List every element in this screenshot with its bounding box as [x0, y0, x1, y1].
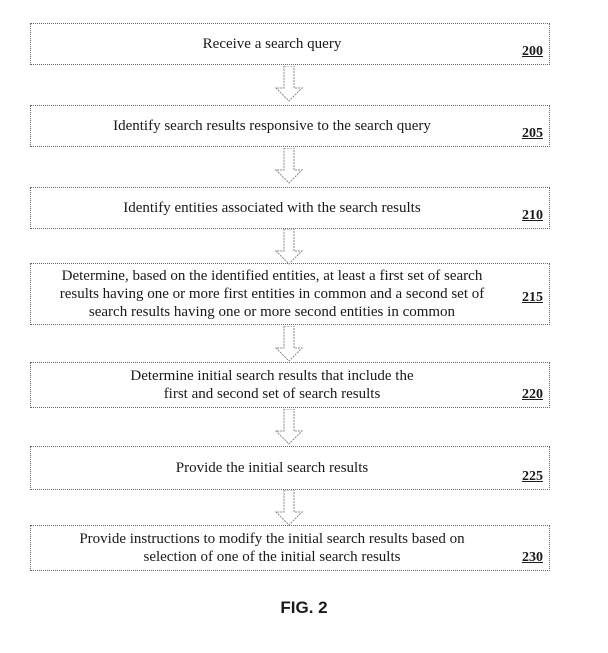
step-text-200	[31, 24, 513, 64]
step-text-210	[31, 188, 513, 228]
step-box-210	[30, 187, 550, 229]
step-number-225: 225	[522, 469, 543, 484]
arrow-down-icon	[274, 66, 304, 102]
step-line: Provide instructions to modify the initial search results based on	[79, 531, 465, 547]
step-line: first and second set of search results	[163, 386, 381, 402]
step-text-230	[31, 526, 513, 570]
step-text-225	[31, 447, 513, 489]
step-text-205	[31, 106, 513, 146]
step-text-215	[31, 264, 513, 324]
step-line: Identify search results responsive to the search query	[113, 118, 431, 134]
arrow-down-icon	[274, 490, 304, 526]
arrow-down-icon	[274, 326, 304, 362]
step-box-230	[30, 525, 550, 571]
step-box-215	[30, 263, 550, 325]
step-box-225	[30, 446, 550, 490]
step-line: Receive a search query	[202, 36, 342, 52]
step-line: Identify entities associated with the search results	[123, 200, 421, 216]
step-number-210: 210	[522, 208, 543, 223]
step-text-220	[31, 363, 513, 407]
step-number-230: 230	[522, 550, 543, 565]
step-number-220: 220	[522, 387, 543, 402]
step-number-205: 205	[522, 126, 543, 141]
step-line: Provide the initial search results	[175, 460, 369, 476]
arrow-down-icon	[274, 229, 304, 265]
step-box-220	[30, 362, 550, 408]
figure-label: FIG. 2	[280, 598, 328, 617]
step-line: search results having one or more second entities in common	[88, 304, 456, 320]
step-number-200: 200	[522, 44, 543, 59]
step-box-205	[30, 105, 550, 147]
step-box-200	[30, 23, 550, 65]
step-line: Determine initial search results that include the	[130, 368, 414, 384]
step-line: Determine, based on the identified entities, at least a first set of search	[61, 268, 483, 284]
step-number-215: 215	[522, 290, 543, 305]
arrow-down-icon	[274, 148, 304, 184]
arrow-down-icon	[274, 409, 304, 445]
step-line: selection of one of the initial search results	[143, 549, 401, 565]
step-line: results having one or more first entities in common and a second set of	[59, 286, 485, 302]
